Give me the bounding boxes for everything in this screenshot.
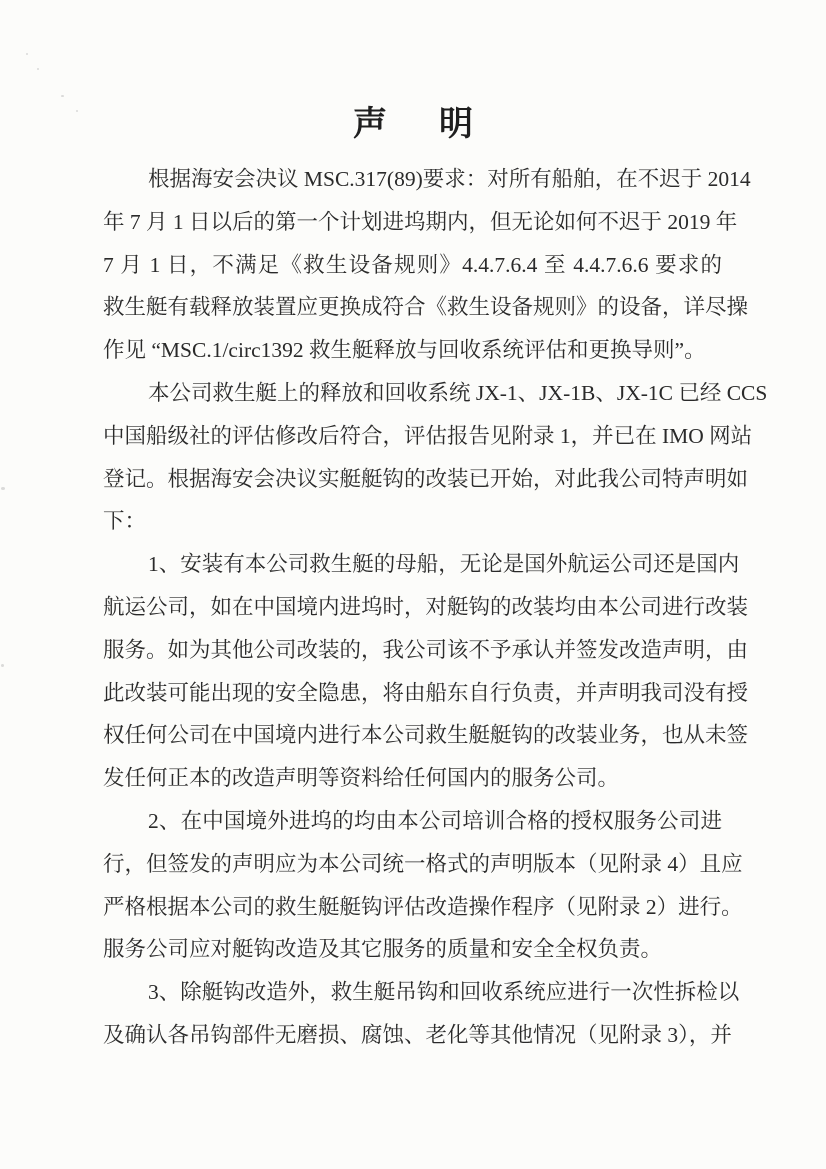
text-line: 7 月 1 日，不满足《救生设备规则》4.4.7.6.4 至 4.4.7.6.6 要求的 bbox=[103, 252, 722, 277]
text-line: 中国船级社的评估修改后符合，评估报告见附录 1，并已在 IMO 网站 bbox=[103, 423, 753, 448]
text-line: 严格根据本公司的救生艇艇钩评估改造操作程序（见附录 2）进行。 bbox=[103, 894, 743, 919]
text-line: 本公司救生艇上的释放和回收系统 JX-1、JX-1B、JX-1C 已经 CCS bbox=[148, 380, 768, 405]
text-line: 服务公司应对艇钩改造及其它服务的质量和安全全权负责。 bbox=[103, 937, 663, 962]
scan-artifact bbox=[61, 95, 64, 97]
text-line: 下： bbox=[103, 509, 147, 534]
scan-artifact bbox=[1, 487, 5, 490]
text-line: 权任何公司在中国境内进行本公司救生艇艇钩的改装业务，也从未签 bbox=[103, 723, 749, 748]
scan-artifact bbox=[37, 68, 39, 70]
text-line: 2、在中国境外进坞的均由本公司培训合格的授权服务公司进 bbox=[148, 808, 722, 833]
text-line: 作见 “MSC.1/circ1392 救生艇释放与回收系统评估和更换导则”。 bbox=[103, 338, 706, 363]
text-line: 行，但签发的声明应为本公司统一格式的声明版本（见附录 4）且应 bbox=[103, 851, 743, 876]
document-body bbox=[103, 158, 768, 1057]
text-line: 根据海安会决议 MSC.317(89)要求：对所有船舶，在不迟于 2014 bbox=[148, 167, 751, 191]
page-title-text: 声明 bbox=[353, 106, 525, 143]
text-line: 3、除艇钩改造外，救生艇吊钩和回收系统应进行一次性拆检以 bbox=[148, 980, 740, 1005]
scan-artifact bbox=[1, 664, 4, 667]
text-line: 及确认各吊钩部件无磨损、腐蚀、老化等其他情况（见附录 3），并 bbox=[103, 1022, 732, 1047]
text-line: 发任何正本的改造声明等资料给任何国内的服务公司。 bbox=[103, 766, 620, 791]
page-title bbox=[0, 104, 826, 146]
text-line: 航运公司，如在中国境内进坞时，对艇钩的改装均由本公司进行改装 bbox=[103, 594, 749, 619]
text-line: 服务。如为其他公司改装的，我公司该不予承认并签发改造声明，由 bbox=[103, 637, 749, 662]
text-line: 登记。根据海安会决议实艇艇钩的改装已开始，对此我公司特声明如 bbox=[103, 466, 749, 491]
text-line: 此改装可能出现的安全隐患，将由船东自行负责，并声明我司没有授 bbox=[103, 680, 749, 705]
text-line: 年 7 月 1 日以后的第一个计划进坞期内，但无论如何不迟于 2019 年 bbox=[103, 209, 738, 234]
text-line: 1、安装有本公司救生艇的母船，无论是国外航运公司还是国内 bbox=[148, 552, 740, 577]
scan-artifact bbox=[26, 53, 28, 55]
text-line: 救生艇有载释放装置应更换成符合《救生设备规则》的设备，详尽操 bbox=[103, 295, 749, 320]
